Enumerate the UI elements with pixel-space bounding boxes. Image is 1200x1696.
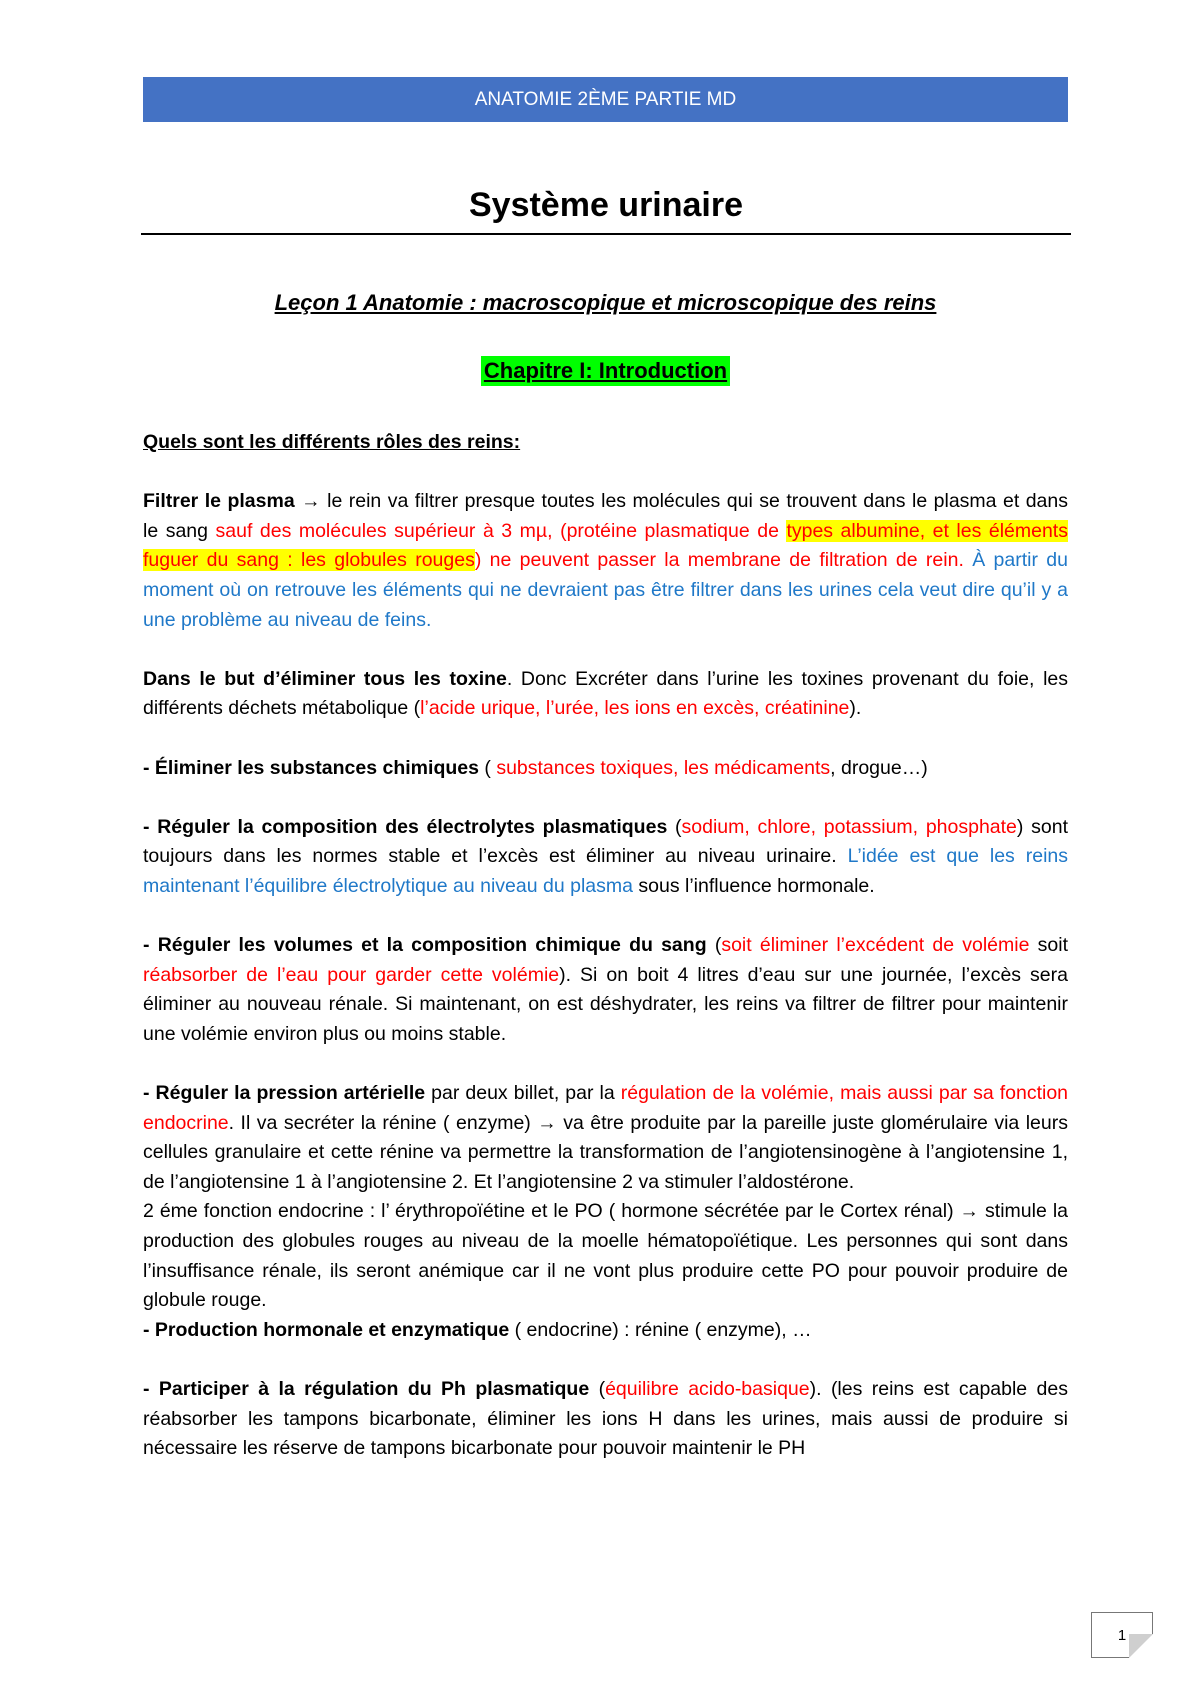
- paragraph-electrolytes: [143, 813, 1068, 902]
- spacer: [143, 1049, 1068, 1079]
- text-span: - Éliminer les substances chimiques: [143, 756, 479, 779]
- document-title: Système urinaire: [468, 186, 744, 224]
- text-span: À partir du moment où on retrouve les éléments qui ne devraient pas être filtrer dans les urines cela veut dire qu’il y a une problème au niveau de feins.: [143, 549, 1068, 631]
- page-number: 1: [1117, 1626, 1127, 1644]
- page-number-box: [1091, 1612, 1153, 1658]
- spacer: [143, 635, 1068, 665]
- text-span: sous l’influence hormonale.: [632, 874, 875, 897]
- text-span: . Il va secréter la rénine ( enzyme) → va être produite par la pareille juste glomérulaire via leurs cellules granulaire et cette rénine va permettre la transformation de l’angiotensinogène à l’angiotensine 1, de l’angiotensine 1 à l’angiotensine 2. Et l’angiotensine 2 va stimuler l’aldostérone.: [143, 1111, 1068, 1193]
- text-span: - Participer à la régulation du Ph plasmatique: [143, 1378, 590, 1400]
- title-underline-rule: [141, 233, 1071, 235]
- text-span: ( endocrine) : rénine ( enzyme), …: [509, 1318, 812, 1341]
- paragraph-substances: [143, 754, 1068, 784]
- roles-question: Quels sont les différents rôles des reins:: [143, 431, 521, 453]
- text-span: (: [667, 815, 682, 838]
- text-span: , drogue…): [830, 756, 928, 779]
- paragraph-volumes: [143, 931, 1068, 1049]
- text-span: - Production hormonale et enzymatique: [143, 1318, 510, 1341]
- text-span: ): [474, 549, 482, 572]
- lesson-heading: Leçon 1 Anatomie : macroscopique et microscopique des reins: [274, 290, 937, 315]
- text-span: ) sont toujours dans les normes stable et l’excès est éliminer au niveau urinaire.: [143, 815, 1069, 868]
- spacer: [143, 458, 1068, 488]
- text-span: (: [478, 756, 497, 779]
- spacer: [143, 1345, 1068, 1375]
- paragraph-erythropoietine: 2 éme fonction endocrine : l’ érythropoïétine et le PO ( hormone sécrétée par le Cortex rénal) → stimule la production des globules rouges au niveau de la moelle hématopoïétique. Les personnes qui sont dans l’insuffisance rénale, ils seront anémique car il ne vont plus produire cette PO pour pouvoir produire de globule rouge.: [143, 1200, 1068, 1312]
- highlighted-text: types albumine, et les éléments fuguer du sang : les globules rouges: [143, 519, 1068, 572]
- text-span: ne peuvent passer la membrane de filtration de rein.: [481, 549, 964, 572]
- text-span: → le rein va filtrer presque toutes les molécules qui se trouvent dans le plasma et dans le sang: [143, 490, 1068, 542]
- text-span: Filtrer le plasma: [143, 490, 295, 513]
- text-span: soit: [1029, 934, 1068, 957]
- text-span: sodium, chlore, potassium, phosphate: [681, 815, 1017, 838]
- paragraph-ph: [143, 1375, 1068, 1464]
- text-span: ).: [849, 697, 862, 720]
- running-header: ANATOMIE 2ÈME PARTIE MD: [143, 77, 1068, 122]
- text-span: substances toxiques, les médicaments: [496, 756, 831, 779]
- text-span: sauf des molécules supérieur à 3 mµ, (protéine plasmatique de: [215, 519, 787, 542]
- text-span: - Réguler les volumes et la composition chimique du sang: [143, 934, 707, 957]
- text-span: l’acide urique, l’urée, les ions en excès, créatinine: [420, 697, 850, 720]
- text-span: ). Si on boit 4 litres d’eau sur une journée, l’excès sera éliminer au nouveau rénale. Si maintenant, on est déshydrater, les reins va filtrer de filtrer pour maintenir une volémie environ plus ou moins stable.: [143, 963, 1068, 1045]
- page-fold-corner: [1129, 1634, 1153, 1658]
- spacer: [143, 783, 1068, 813]
- paragraph-toxines: [143, 665, 1068, 724]
- text-span: Dans le but d’éliminer tous les toxine: [143, 667, 507, 690]
- text-span: régulation de la volémie: [620, 1082, 829, 1105]
- text-span: par deux billet, par la: [425, 1082, 621, 1105]
- chapter-heading-wrap: [143, 356, 1068, 386]
- paragraph-filtrer: [143, 487, 1068, 635]
- chapter-heading: Chapitre I: Introduction: [481, 356, 730, 386]
- text-span: - Réguler la pression artérielle: [143, 1082, 426, 1105]
- text-span: (: [589, 1378, 606, 1400]
- paragraph-production: [143, 1316, 1068, 1346]
- text-span: (: [706, 934, 722, 957]
- text-span: équilibre acido-basique: [605, 1378, 810, 1400]
- text-span: . Donc Excréter dans l’urine les toxines provenant du foie, les différents déchets métabolique (: [143, 667, 1068, 720]
- text-span: réabsorber de l’eau pour garder cette volémie: [143, 963, 560, 986]
- body-content: [143, 428, 1068, 1464]
- text-span: mais aussi par sa fonction endocrine: [143, 1082, 1069, 1134]
- text-span: - Réguler la composition des électrolytes plasmatiques: [143, 815, 668, 838]
- spacer: [143, 902, 1068, 932]
- spacer: [143, 724, 1068, 754]
- text-span: L’idée est que les reins maintenant l’équilibre électrolytique au niveau du plasma: [143, 845, 1068, 897]
- text-span: soit éliminer l’excédent de volémie: [721, 934, 1030, 957]
- text-span: ). (les reins est capable des réabsorber les tampons bicarbonate, éliminer les ions H dans les urines, mais aussi de produire si nécessaire les réserve de tampons bicarbonate pour pouvoir maintenir le PH: [143, 1378, 1068, 1460]
- text-span: ,: [828, 1082, 841, 1105]
- paragraph-pression: [143, 1079, 1068, 1197]
